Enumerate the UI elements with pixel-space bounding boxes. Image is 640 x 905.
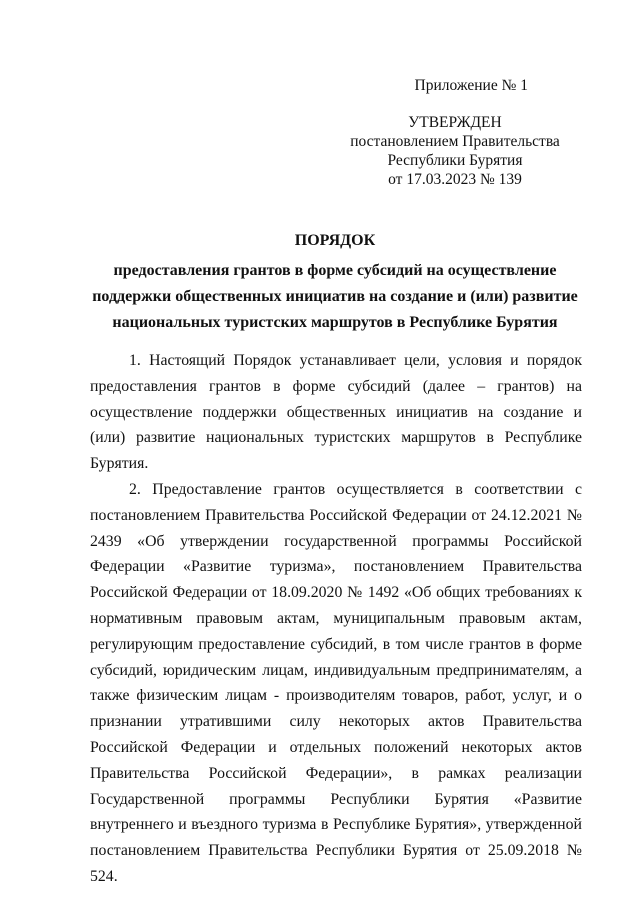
approved-by-line-1: постановлением Правительства (350, 133, 560, 150)
document-subtitle-line-1: предоставления грантов в форме субсидий на осуществление (113, 262, 557, 279)
document-title: ПОРЯДОК (294, 232, 376, 249)
document-subtitle-line-3: национальных туристских маршрутов в Республике Бурятия (112, 314, 558, 331)
paragraph-1: 1. Настоящий Порядок устанавливает цели, условия и порядок предоставления грантов в форме субсидий (далее – грантов) на осуществление поддержки общественных инициатив на создание и (или) развитие национальных туристских маршрутов в Республике Бурятия. (90, 352, 582, 473)
approval-date-number: от 17.03.2023 № 139 (388, 171, 522, 188)
document-heading (90, 228, 580, 336)
paragraph-2: 2. Предоставление грантов осуществляется в соответствии с постановлением Правительства Российской Федерации от 24.12.2021 № 2439 «Об утверждении государственной программы Российской Федерации «Развитие туризма», постановлением Правительства Российской Федерации от 18.09.2020 № 1492 «Об общих требованиях к нормативным правовым актам, муниципальным правовым актам, регулирующим предоставление субсидий, в том числе грантов в форме субсидий, юридическим лицам, индивидуальным предпринимателям, а также физическим лицам - производителям товаров, работ, услуг, и о признании утратившими силу некоторых актов Правительства Российской Федерации и отдельных положений некоторых актов Правительства Российской Федерации», в рамках реализации Государственной программы Республики Бурятия «Развитие внутреннего и въездного туризма в Республике Бурятия», утвержденной постановлением Правительства Республики Бурятия от 25.09.2018 № 524. (90, 480, 582, 885)
approval-stamp (330, 76, 580, 189)
approved-by-line-2: Республики Бурятия (387, 152, 523, 169)
appendix-label: Приложение № 1 (414, 77, 528, 94)
document-body (90, 348, 582, 890)
document-subtitle-line-2: поддержки общественных инициатив на создание и (или) развитие (92, 288, 578, 305)
approved-label: УТВЕРЖДЕН (408, 114, 502, 131)
